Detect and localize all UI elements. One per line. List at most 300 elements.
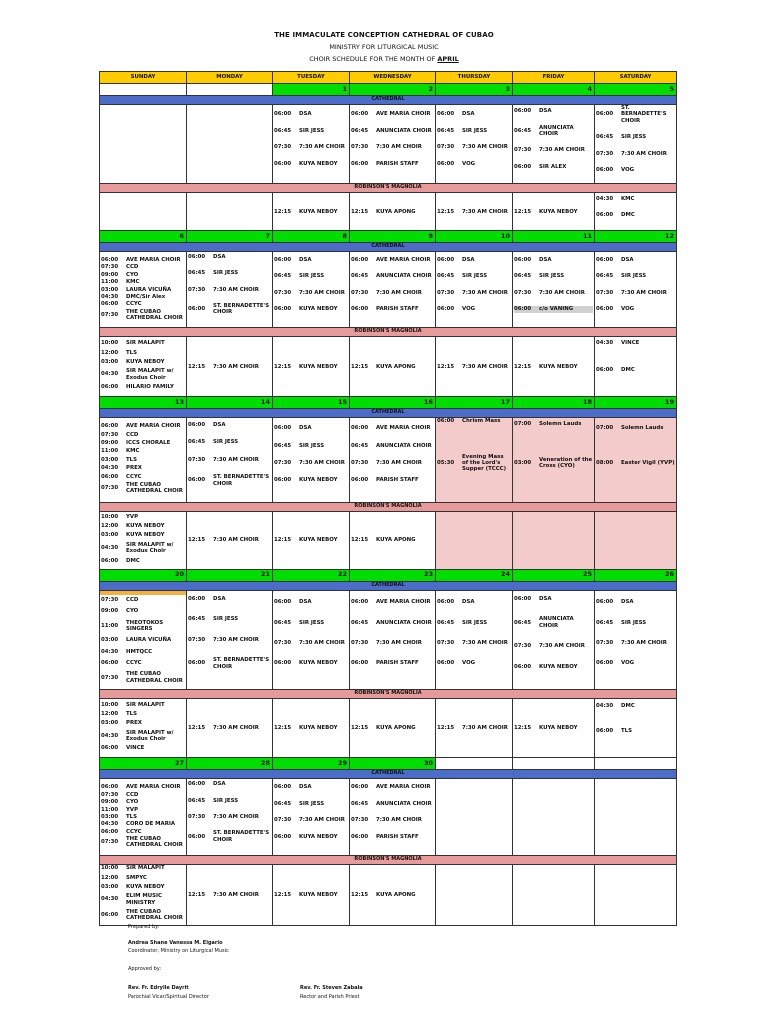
robinsons-section-row: [100, 690, 677, 699]
schedule-cell: [436, 252, 513, 328]
date-cell: 12: [595, 231, 677, 243]
schedule-entry: [351, 443, 434, 449]
cathedral-schedule-row: [100, 252, 677, 328]
entry-choir: ST. BERNADETTE'S CHOIR: [213, 474, 270, 487]
entry-time: 06:45: [514, 619, 532, 626]
schedule-cell: [436, 193, 513, 231]
date-cell: [436, 758, 513, 770]
schedule-entry: [101, 730, 185, 743]
schedule-entry: [274, 817, 348, 823]
schedule-entry: [437, 144, 511, 150]
day-header: TUESDAY: [273, 72, 350, 84]
entry-time: 07:30: [274, 639, 292, 646]
date-cell: 10: [436, 231, 513, 243]
entry-choir: KUYA APONG: [376, 891, 416, 898]
entry-time: 07:00: [514, 421, 532, 428]
schedule-entry: [101, 448, 185, 454]
schedule-cell: [513, 779, 595, 856]
entry-time: 06:00: [351, 477, 369, 484]
schedule-cell: [350, 699, 436, 758]
entry-time: 06:00: [101, 912, 119, 919]
entry-choir: DMC/Sir Alex: [126, 293, 166, 300]
entry-choir: SIR JESS: [462, 127, 488, 134]
schedule-cell: [273, 699, 350, 758]
entry-choir: ANUNCIATA CHOIR: [376, 619, 432, 626]
schedule-entry: [101, 558, 185, 564]
entry-time: 06:00: [188, 781, 206, 788]
entry-choir: SIR MALAPIT w/ Exodus Choir: [126, 729, 174, 742]
entry-choir: TLS: [126, 456, 137, 463]
date-row: [100, 569, 677, 581]
entry-choir: TLS: [126, 349, 137, 356]
schedule-entry: [596, 151, 675, 157]
cathedral-label: CATHEDRAL: [100, 243, 677, 252]
entry-time: 12:00: [101, 710, 119, 717]
cathedral-schedule-row: [100, 779, 677, 856]
schedule-entry: [188, 830, 271, 843]
schedule-cell: [513, 699, 595, 758]
entry-choir: YVP: [126, 806, 139, 813]
schedule-entry: [351, 537, 434, 543]
entry-time: 06:00: [274, 599, 292, 606]
schedule-cell: [436, 590, 513, 689]
schedule-entry: [351, 892, 434, 898]
entry-time: 03:00: [101, 456, 119, 463]
entry-time: 12:15: [274, 537, 292, 544]
entry-choir: ICCS CHORALE: [126, 440, 171, 447]
schedule-cell: [350, 590, 436, 689]
schedule-cell: [513, 337, 595, 397]
entry-time: 07:30: [596, 289, 614, 296]
robinsons-label: ROBINSON'S MAGNOLIA: [100, 184, 677, 193]
entry-time: 10:00: [101, 513, 119, 520]
entry-time: 06:00: [351, 160, 369, 167]
entry-choir: SIR JESS: [299, 442, 325, 449]
entry-choir: SIR MALAPIT: [126, 701, 165, 708]
entry-time: 06:00: [351, 306, 369, 313]
entry-choir: 7:30 AM CHOIR: [539, 643, 585, 650]
schedule-cell: [595, 865, 677, 926]
entry-choir: 7:30 AM CHOIR: [462, 289, 508, 296]
entry-time: 12:15: [274, 208, 292, 215]
date-cell: 26: [595, 569, 677, 581]
schedule-entry: [101, 799, 185, 805]
date-cell: 25: [513, 569, 595, 581]
entry-time: 06:00: [274, 111, 292, 118]
entry-choir: ANUNCIATA CHOIR: [376, 127, 432, 134]
schedule-entry: [351, 460, 434, 466]
entry-time: 06:45: [188, 616, 206, 623]
robinsons-label: ROBINSON'S MAGNOLIA: [100, 328, 677, 337]
entry-choir: ST. BERNADETTE'S CHOIR: [213, 830, 270, 843]
document-title: THE IMMACULATE CONCEPTION CATHEDRAL OF CUBAO: [274, 31, 494, 39]
entry-time: 07:30: [101, 264, 119, 271]
month-line-prefix: CHOIR SCHEDULE FOR THE MONTH OF: [309, 55, 436, 63]
entry-choir: SIR JESS: [299, 127, 325, 134]
entry-time: 06:00: [274, 306, 292, 313]
schedule-cell: [513, 511, 595, 569]
entry-choir: DSA: [213, 422, 226, 429]
prepared-name-text: Andrea Shane Vanessa M. Elgario: [128, 940, 223, 946]
day-header: FRIDAY: [513, 72, 595, 84]
schedule-entry: [101, 384, 185, 390]
entry-time: 10:00: [101, 865, 119, 872]
entry-choir: LAURA VICUÑA: [126, 286, 172, 293]
entry-time: 06:00: [274, 425, 292, 432]
entry-choir: 7:30 AM CHOIR: [213, 813, 259, 820]
entry-choir: DSA: [299, 111, 312, 118]
schedule-entry: [596, 640, 675, 646]
entry-time: 11:00: [101, 806, 119, 813]
schedule-entry: [101, 745, 185, 751]
schedule-cell: [187, 252, 273, 328]
schedule-entry: [596, 134, 675, 140]
entry-choir: 7:30 AM CHOIR: [621, 150, 667, 157]
schedule-entry: [351, 273, 434, 279]
entry-time: 06:45: [596, 273, 614, 280]
entry-time: 06:00: [101, 784, 119, 791]
schedule-entry: [101, 542, 185, 555]
schedule-entry: [437, 599, 511, 605]
entry-choir: CCD: [126, 791, 139, 798]
schedule-entry: [351, 477, 434, 483]
entry-time: 12:15: [351, 208, 369, 215]
entry-choir: 7:30 AM CHOIR: [299, 289, 345, 296]
schedule-entry: [188, 781, 271, 787]
entry-choir: DSA: [462, 257, 475, 263]
entry-choir: 7:30 AM CHOIR: [376, 144, 422, 151]
entry-choir: CORO DE MARIA: [126, 821, 176, 828]
schedule-entry: [514, 421, 593, 427]
entry-choir: SIR MALAPIT: [126, 865, 165, 872]
schedule-entry: [437, 640, 511, 646]
entry-choir: KUYA NEBOY: [299, 306, 338, 313]
schedule-entry: [101, 474, 185, 480]
schedule-cell: [350, 418, 436, 503]
schedule-cell: [100, 193, 187, 231]
schedule-entry: [188, 814, 271, 820]
entry-time: 06:00: [274, 660, 292, 667]
entry-time: 07:30: [101, 791, 119, 798]
date-cell: 21: [187, 569, 273, 581]
entry-time: 12:15: [351, 363, 369, 370]
entry-choir: SIR JESS: [621, 134, 647, 141]
schedule-entry: [101, 884, 185, 890]
schedule-entry: [437, 273, 511, 279]
entry-choir: PARISH STAFF: [376, 477, 419, 484]
entry-choir: ST. BERNADETTE'S CHOIR: [213, 657, 270, 670]
schedule-entry: [101, 649, 185, 655]
cathedral-label: CATHEDRAL: [100, 581, 677, 590]
schedule-cell: [595, 337, 677, 397]
schedule-entry: [437, 128, 511, 134]
entry-choir: PARISH STAFF: [376, 160, 419, 167]
entry-time: 12:15: [437, 724, 455, 731]
entry-choir: c/o VANING: [539, 306, 574, 313]
entry-time: 06:00: [437, 660, 455, 667]
schedule-cell: [436, 418, 513, 503]
entry-choir: AVE MARIA CHOIR: [126, 423, 181, 430]
schedule-entry: [101, 432, 185, 438]
day-header: SATURDAY: [595, 72, 677, 84]
entry-choir: AVE MARIA CHOIR: [126, 784, 181, 791]
entry-time: 06:00: [188, 833, 206, 840]
schedule-cell: [273, 337, 350, 397]
schedule-entry: [101, 620, 185, 633]
schedule-entry: [101, 909, 185, 922]
entry-time: 11:00: [101, 279, 119, 286]
schedule-entry: [437, 257, 511, 263]
date-cell: 8: [273, 231, 350, 243]
entry-choir: DSA: [621, 257, 634, 263]
approver1-role: Parochial Vicar/Spiritual Director: [128, 994, 209, 1000]
schedule-cell: [273, 590, 350, 689]
schedule-entry: [101, 359, 185, 365]
date-cell: 20: [100, 569, 187, 581]
entry-choir: Solemn Lauds: [539, 421, 582, 428]
schedule-month-line: [0, 55, 768, 63]
entry-choir: CCD: [126, 264, 139, 271]
schedule-entry: [514, 596, 593, 602]
schedule-entry: [596, 167, 675, 173]
schedule-entry: [274, 599, 348, 605]
entry-time: 07:30: [351, 289, 369, 296]
entry-time: 09:00: [101, 799, 119, 806]
entry-choir: PREX: [126, 465, 142, 472]
entry-time: 03:00: [514, 460, 532, 466]
date-cell: 11: [513, 231, 595, 243]
schedule-entry: [351, 784, 434, 790]
entry-choir: DSA: [539, 108, 552, 115]
entry-time: 06:00: [596, 728, 614, 735]
entry-time: 10:00: [101, 701, 119, 708]
schedule-entry: [596, 306, 675, 312]
robinsons-schedule-row: [100, 865, 677, 926]
schedule-entry: [437, 620, 511, 626]
approver1-name: [128, 985, 189, 991]
entry-choir: PARISH STAFF: [376, 660, 419, 667]
entry-time: 06:00: [188, 660, 206, 667]
date-cell: 4: [513, 84, 595, 96]
entry-choir: HILARIO FAMILY: [126, 384, 174, 390]
entry-time: 06:00: [274, 477, 292, 484]
date-cell: 13: [100, 397, 187, 409]
schedule-entry: [274, 784, 348, 790]
entry-choir: THE CUBAO CATHEDRAL CHOIR: [126, 308, 183, 322]
schedule-entry: [437, 306, 511, 312]
schedule-entry: [101, 457, 185, 463]
entry-choir: AVE MARIA CHOIR: [376, 425, 431, 432]
entry-time: 06:00: [596, 660, 614, 667]
entry-choir: CCD: [126, 431, 139, 438]
schedule-entry: [514, 616, 593, 629]
schedule-entry: [596, 257, 675, 263]
schedule-entry: [351, 209, 434, 215]
entry-time: 12:15: [274, 724, 292, 731]
entry-choir: DSA: [299, 425, 312, 432]
schedule-cell: [100, 337, 187, 397]
entry-time: 06:00: [351, 599, 369, 606]
entry-choir: 7:30 AM CHOIR: [299, 144, 345, 151]
approver2-name: [300, 985, 363, 991]
cathedral-section-row: [100, 409, 677, 418]
entry-choir: AVE MARIA CHOIR: [376, 599, 431, 606]
schedule-entry: [101, 711, 185, 717]
schedule-entry: [188, 457, 271, 463]
entry-time: 06:45: [351, 127, 369, 134]
schedule-cell: [436, 865, 513, 926]
entry-time: 06:45: [437, 127, 455, 134]
schedule-entry: [514, 643, 593, 649]
schedule-entry: [514, 147, 593, 153]
entry-time: 06:00: [514, 257, 532, 263]
approver2-role: Rector and Parish Priest: [300, 994, 360, 1000]
entry-choir: 7:30 AM CHOIR: [213, 724, 259, 731]
schedule-cell: [187, 511, 273, 569]
entry-time: 04:30: [596, 196, 614, 203]
schedule-cell: [100, 590, 187, 689]
entry-time: 12:15: [514, 363, 532, 370]
entry-time: 04:30: [596, 702, 614, 709]
entry-choir: SIR JESS: [539, 273, 565, 280]
entry-time: 05:30: [437, 460, 455, 466]
entry-time: 07:30: [274, 144, 292, 151]
entry-choir: 7:30 AM CHOIR: [539, 147, 585, 154]
schedule-entry: [274, 161, 348, 167]
schedule-cell: [273, 418, 350, 503]
entry-time: 06:00: [188, 253, 206, 260]
entry-time: 08:00: [596, 460, 614, 466]
entry-choir: Veneration of the Cross (CYO): [539, 456, 593, 470]
entry-choir: HMTQCC: [126, 648, 153, 655]
entry-time: 12:15: [274, 891, 292, 898]
entry-time: 12:15: [514, 724, 532, 731]
prepared-by-role: Coordinator, Ministry on Liturgical Music: [128, 948, 229, 954]
entry-time: 06:45: [188, 797, 206, 804]
schedule-entry: [351, 161, 434, 167]
entry-time: 06:45: [351, 273, 369, 280]
entry-time: 12:15: [188, 363, 206, 370]
entry-choir: KUYA NEBOY: [539, 208, 578, 215]
entry-choir: KUYA APONG: [376, 208, 416, 215]
entry-time: 06:00: [101, 745, 119, 752]
entry-choir: VOG: [462, 160, 476, 167]
schedule-entry: [101, 350, 185, 356]
entry-choir: SIR MALAPIT: [126, 340, 165, 347]
entry-choir: KUYA NEBOY: [299, 833, 338, 840]
entry-time: 06:45: [274, 127, 292, 134]
entry-choir: KUYA NEBOY: [539, 663, 578, 670]
entry-choir: Solemn Lauds: [621, 424, 664, 431]
schedule-cell: [350, 511, 436, 569]
entry-time: 06:45: [274, 619, 292, 626]
schedule-entry: [101, 893, 185, 906]
schedule-entry: [274, 834, 348, 840]
entry-time: 06:45: [351, 442, 369, 449]
date-cell: 5: [595, 84, 677, 96]
date-cell: 18: [513, 397, 595, 409]
schedule-cell: [436, 699, 513, 758]
entry-time: 06:45: [274, 800, 292, 807]
highlight-strip: [100, 590, 186, 595]
entry-choir: AVE MARIA CHOIR: [376, 784, 431, 791]
entry-choir: VOG: [462, 660, 476, 667]
schedule-entry: [274, 660, 348, 666]
entry-time: 12:15: [351, 537, 369, 544]
schedule-cell: [187, 105, 273, 184]
entry-time: 03:00: [101, 358, 119, 365]
schedule-cell: [595, 590, 677, 689]
schedule-entry: [101, 821, 185, 827]
entry-time: 06:00: [596, 366, 614, 373]
schedule-entry: [101, 784, 185, 790]
entry-choir: SMPYC: [126, 874, 147, 881]
cathedral-label: CATHEDRAL: [100, 770, 677, 779]
entry-choir: DSA: [539, 257, 552, 263]
schedule-entry: [101, 514, 185, 520]
entry-choir: VINCE: [126, 745, 145, 752]
entry-choir: VINCE: [621, 340, 640, 347]
schedule-entry: [351, 290, 434, 296]
entry-time: 06:45: [437, 273, 455, 280]
entry-time: 12:15: [351, 891, 369, 898]
entry-choir: 7:30 AM CHOIR: [462, 363, 508, 370]
date-cell: 27: [100, 758, 187, 770]
approved-by-label: Approved by:: [128, 966, 162, 972]
schedule-cell: [100, 252, 187, 328]
entry-choir: SIR JESS: [299, 800, 325, 807]
entry-choir: 7:30 AM CHOIR: [376, 289, 422, 296]
entry-time: 07:30: [101, 485, 119, 492]
entry-time: 03:00: [101, 720, 119, 727]
schedule-entry: [274, 273, 348, 279]
schedule-entry: [596, 599, 675, 605]
schedule-entry: [351, 817, 434, 823]
entry-time: 04:30: [101, 732, 119, 739]
entry-time: 06:45: [514, 273, 532, 280]
date-cell: 17: [436, 397, 513, 409]
schedule-entry: [351, 834, 434, 840]
schedule-cell: [436, 511, 513, 569]
entry-choir: KUYA NEBOY: [126, 358, 165, 365]
entry-time: 07:30: [514, 147, 532, 154]
entry-time: 06:00: [437, 418, 455, 425]
schedule-entry: [101, 637, 185, 643]
schedule-entry: [188, 657, 271, 670]
entry-choir: SIR JESS: [621, 273, 647, 280]
entry-choir: KUYA NEBOY: [126, 532, 165, 539]
entry-time: 07:30: [274, 817, 292, 824]
schedule-entry: [514, 108, 593, 114]
entry-choir: Easter Vigil (YVP): [621, 460, 675, 466]
schedule-entry: [274, 477, 348, 483]
entry-choir: KUYA NEBOY: [299, 160, 338, 167]
schedule-cell: [100, 699, 187, 758]
entry-time: 04:30: [596, 340, 614, 347]
entry-time: 06:00: [514, 108, 532, 115]
entry-choir: 7:30 AM CHOIR: [213, 537, 259, 544]
entry-choir: ANUNCIATA CHOIR: [376, 800, 432, 807]
entry-choir: DMC: [126, 557, 140, 564]
schedule-entry: [101, 294, 185, 300]
schedule-entry: [274, 209, 348, 215]
schedule-entry: [351, 640, 434, 646]
schedule-entry: [351, 425, 434, 431]
entry-time: 07:30: [101, 311, 119, 318]
date-row: [100, 397, 677, 409]
entry-choir: THE CUBAO CATHEDRAL CHOIR: [126, 671, 183, 684]
entry-choir: LAURA VICUÑA: [126, 637, 172, 644]
